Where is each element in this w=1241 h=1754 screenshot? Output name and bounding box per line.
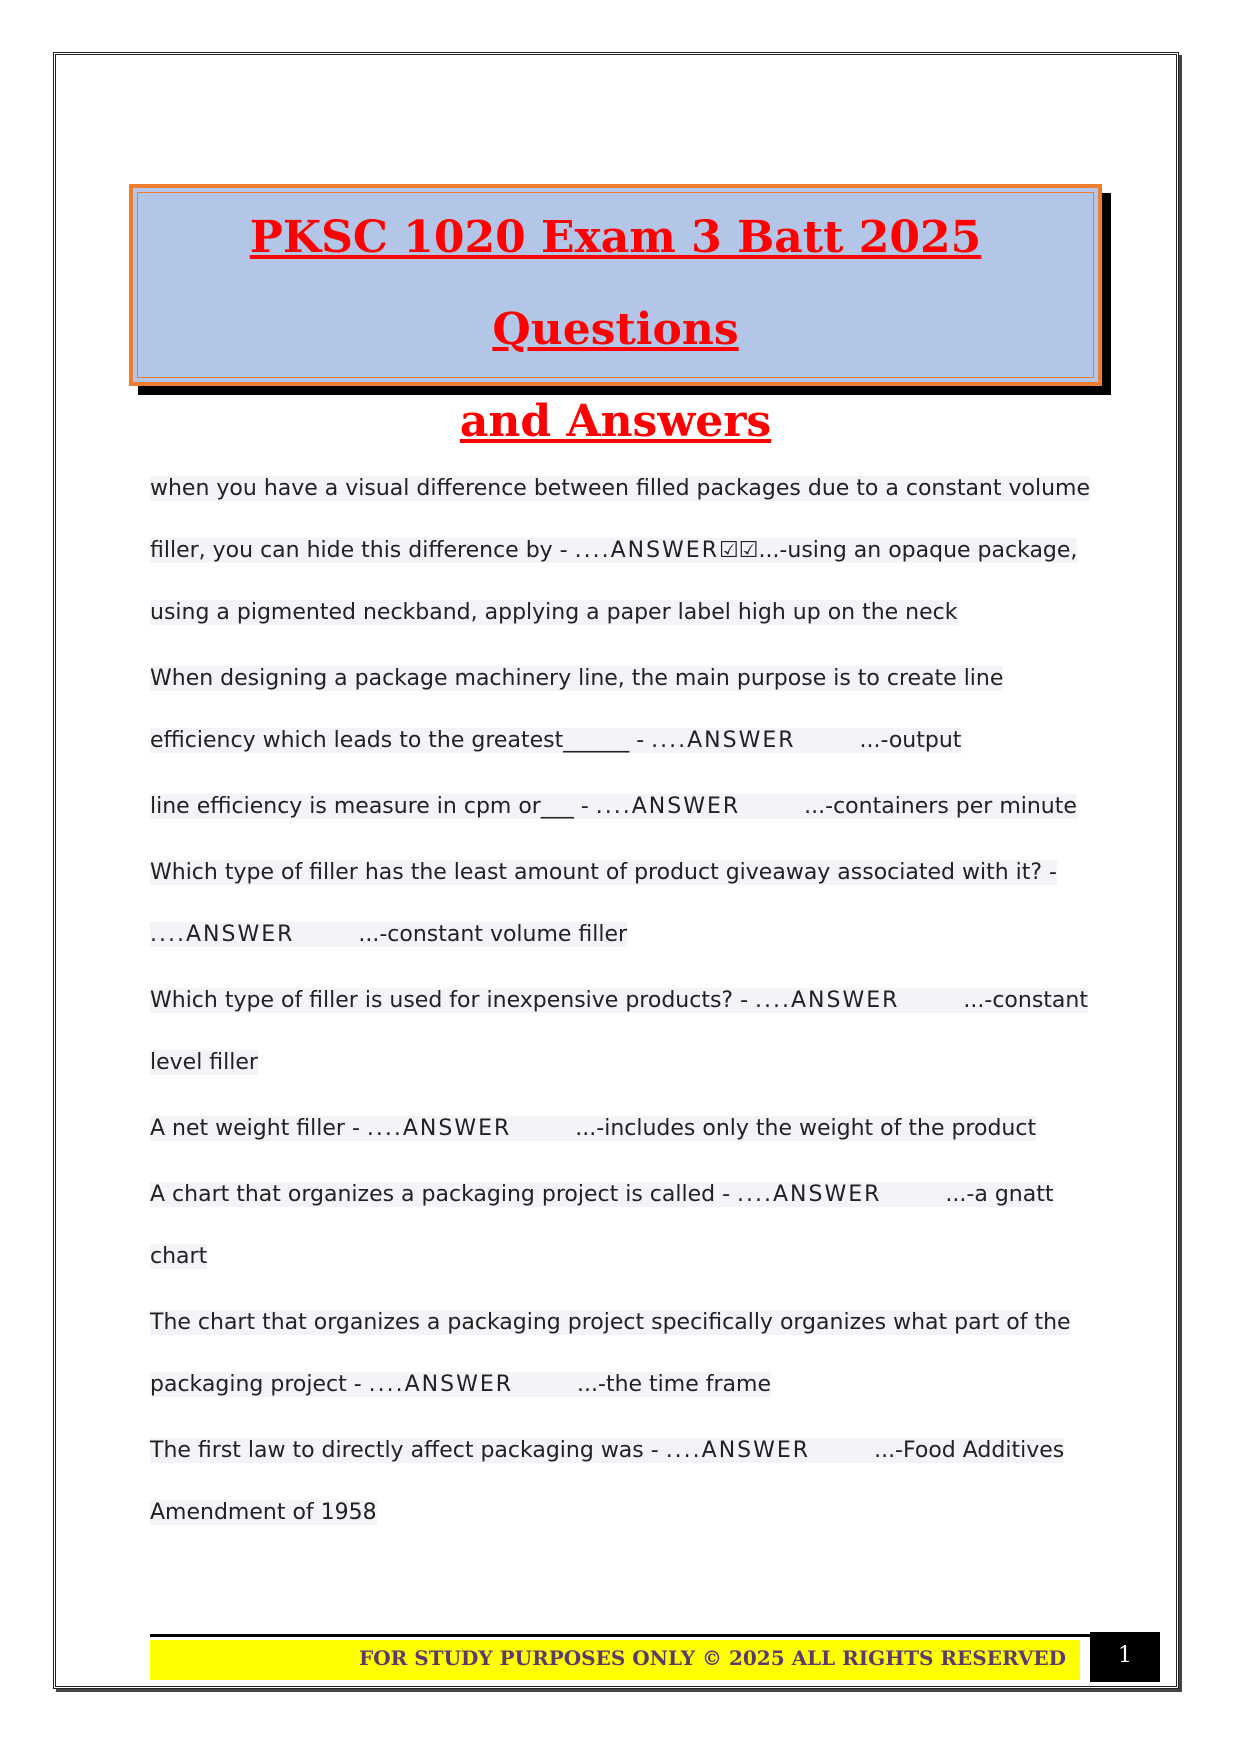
document-title-line-2: and Answers: [459, 396, 772, 447]
question-text: Which type of filler has the least amount of product giveaway associated with it? -: [150, 860, 1057, 885]
answer-tag: ....ANSWER: [574, 538, 719, 563]
qa-item: [150, 776, 1090, 838]
qa-item: [150, 1098, 1090, 1160]
answer-tag: ....ANSWER: [737, 1182, 882, 1207]
qa-list: [150, 458, 1090, 1548]
document-title-line-1: PKSC 1020 Exam 3 Batt 2025 Questions: [249, 212, 982, 355]
answer-tag: ....ANSWER: [665, 1438, 811, 1463]
question-text: When designing a package machinery line, the main purpose is to create line efficiency which leads to the greatest______ -: [150, 666, 1004, 753]
answer-text: ...-the time frame: [577, 1372, 771, 1397]
answer-text: ...-containers per minute: [804, 794, 1077, 819]
qa-item: [150, 1164, 1090, 1288]
answer-tag: ....ANSWER: [366, 1116, 512, 1141]
answer-tag: ....ANSWER: [651, 728, 796, 753]
footer-band: [150, 1640, 1080, 1680]
answer-tag: ....ANSWER: [368, 1372, 514, 1397]
page-number: 1: [1090, 1632, 1160, 1682]
question-text: A net weight filler -: [150, 1116, 367, 1141]
question-text: Which type of filler is used for inexpensive products? -: [150, 988, 756, 1013]
check-marks: ☑☑: [719, 538, 759, 563]
answer-text: ...-using an opaque package, using a pigmented neckband, applying a paper label high up on the neck: [150, 538, 1078, 625]
answer-text: ...-a gnatt chart: [150, 1182, 1054, 1269]
answer-tag: ....ANSWER: [595, 794, 741, 819]
qa-item: [150, 458, 1090, 644]
question-text: when you have a visual difference between filled packages due to a constant volume filler, you can hide this difference by -: [150, 476, 1090, 563]
question-text: The chart that organizes a packaging project specifically organizes what part of the packaging project -: [150, 1310, 1071, 1397]
answer-text: ...-constant level filler: [150, 988, 1088, 1075]
answer-text: ...-output: [859, 728, 962, 753]
question-text: The first law to directly affect packaging was -: [150, 1438, 666, 1463]
question-text: line efficiency is measure in cpm or___ -: [150, 794, 596, 819]
title-box: [129, 184, 1102, 447]
qa-item: [150, 970, 1090, 1094]
question-text: A chart that organizes a packaging project is called -: [150, 1182, 738, 1207]
answer-text: ...-includes only the weight of the product: [575, 1116, 1037, 1141]
answer-text: ...-constant volume filler: [358, 922, 628, 947]
answer-tag: ....ANSWER: [755, 988, 900, 1013]
qa-item: [150, 648, 1090, 772]
qa-item: [150, 1292, 1090, 1416]
answer-text: ...-Food Additives Amendment of 1958: [150, 1438, 1065, 1525]
answer-tag: ....ANSWER: [150, 922, 295, 947]
footer-rule: [150, 1634, 1090, 1637]
qa-item: [150, 842, 1090, 966]
qa-item: [150, 1420, 1090, 1544]
footer-copyright: FOR STUDY PURPOSES ONLY © 2025 ALL RIGHTS RESERVED: [359, 1646, 1066, 1670]
